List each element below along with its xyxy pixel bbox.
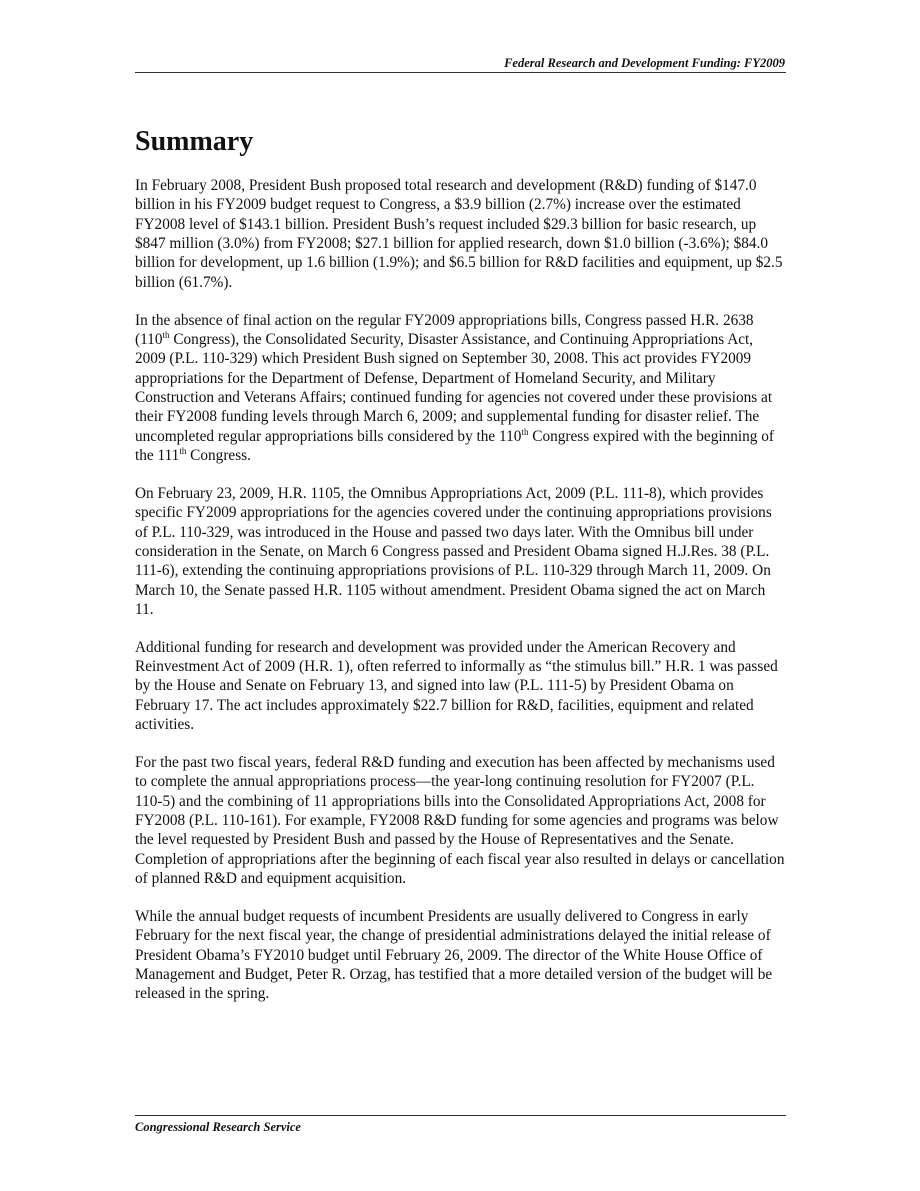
ordinal-suffix: th [162, 329, 170, 340]
section-title: Summary [135, 126, 254, 157]
header-divider [135, 72, 786, 73]
paragraph-fy2010-budget: While the annual budget requests of incumbent Presidents are usually delivered to Congress in early February for the next fiscal year, the change of presidential administrations delayed the initial release of President Obama’s FY2010 budget until February 26, 2009. The director of the White House Office of Management and Budget, Peter R. Orzag, has testified that a more detailed version of the budget will be released in the spring. [135, 907, 773, 1003]
running-header: Federal Research and Development Funding: FY2009 [504, 56, 785, 70]
ordinal-suffix: th [521, 426, 529, 437]
paragraph-budget-request: In February 2008, President Bush proposed total research and development (R&D) funding of $147.0 billion in his FY2009 budget request to Congress, a $3.9 billion (2.7%) increase over the estimated FY2008 level of $143.1 billion. President Bush’s request included $29.3 billion for basic research, up $847 million (3.0%) from FY2008; $27.1 billion for applied research, down $1.0 billion (-3.6%); $84.0 billion for development, up 1.6 billion (1.9%); and $6.5 billion for R&D facilities and equipment, up $2.5 billion (61.7%). [135, 177, 783, 291]
running-footer: Congressional Research Service [135, 1120, 301, 1134]
paragraph-text: Congress expired with the beginning of the 111 [135, 427, 775, 464]
summary-body [135, 176, 785, 1022]
paragraph-text: Congress), the Consolidated Security, Disaster Assistance, and Continuing Appropriations Act, 2009 (P.L. 110-329) which President Bush signed on September 30, 2008. This act provides FY2009 appropriations for the Department of Defense, Department of Homeland Security, and Military Construction and Veterans Affairs; continued funding for agencies not covered under these provisions at their FY2008 funding levels through March 6, 2009; and supplemental funding for disaster relief. The uncompleted regular appropriations bills considered by the 110 [135, 330, 773, 445]
paragraph-continuing-appropriations [135, 311, 785, 466]
paragraph-omnibus-act: On February 23, 2009, H.R. 1105, the Omnibus Appropriations Act, 2009 (P.L. 111-8), which provides specific FY2009 appropriations for the agencies covered under the continuing appropriations provisions of P.L. 110-329, was introduced in the House and passed two days later. With the Omnibus bill under consideration in the Senate, on March 6 Congress passed and President Obama signed H.J.Res. 38 (P.L. 111-6), extending the continuing appropriations provisions of P.L. 110-329 through March 11, 2009. On March 10, the Senate passed H.R. 1105 without amendment. President Obama signed the act on March 11. [135, 484, 772, 618]
paragraph-text: In the absence of final action on the regular FY2009 appropriations bills, Congress passed H.R. 2638 (110 [135, 311, 754, 348]
paragraph-appropriations-mechanisms: For the past two fiscal years, federal R&D funding and execution has been affected by mechanisms used to complete the annual appropriations process—the year-long continuing resolution for FY2007 (P.L. 110-5) and the combining of 11 appropriations bills into the Consolidated Appropriations Act, 2008 for FY2008 (P.L. 110-161). For example, FY2008 R&D funding for some agencies and programs was below the level requested by President Bush and passed by the House of Representatives and the Senate. Completion of appropriations after the beginning of each fiscal year also resulted in delays or cancellation of planned R&D and equipment acquisition. [135, 753, 785, 887]
paragraph-recovery-act: Additional funding for research and development was provided under the American Recovery and Reinvestment Act of 2009 (H.R. 1), often referred to informally as “the stimulus bill.” H.R. 1 was passed by the House and Senate on February 13, and signed into law (P.L. 111-5) by President Obama on February 17. The act includes approximately $22.7 billion for R&D, facilities, equipment and related activities. [135, 638, 778, 734]
paragraph-text: Congress. [186, 446, 251, 464]
footer-divider [135, 1115, 786, 1116]
ordinal-suffix: th [179, 445, 187, 456]
